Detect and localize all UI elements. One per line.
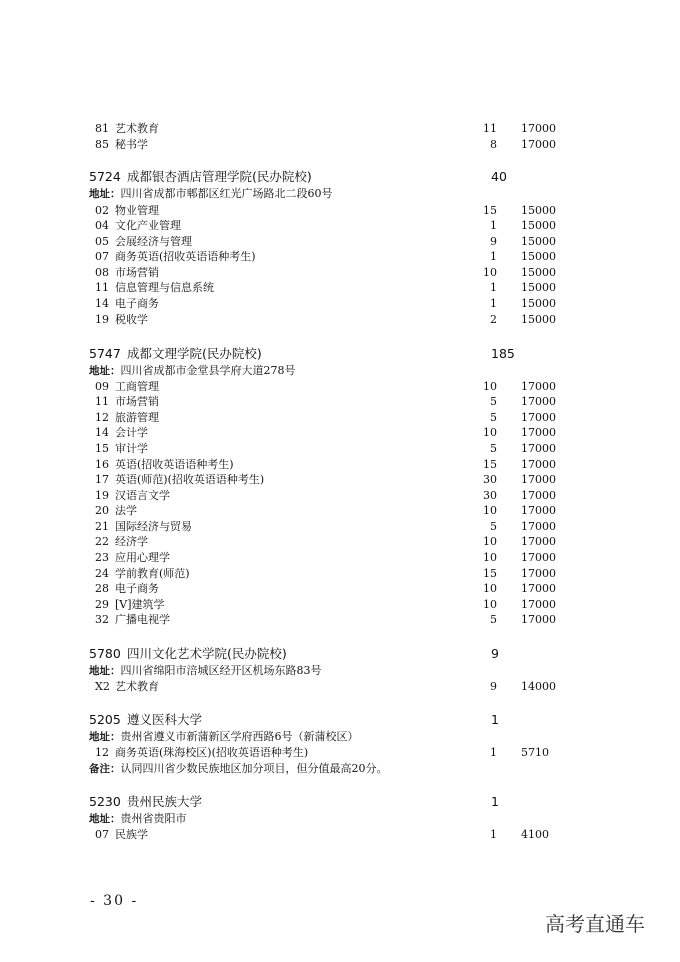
major-count: 11: [483, 122, 497, 135]
major-code: 24: [95, 567, 109, 580]
major-fee: 15000: [521, 297, 556, 310]
major-fee: 17000: [521, 520, 556, 533]
address-label: 地址：: [89, 813, 121, 825]
major-fee: 17000: [521, 138, 556, 151]
major-count: 5: [490, 395, 497, 408]
address-text: 贵州省贵阳市: [120, 812, 187, 825]
address-label: 地址：: [89, 731, 121, 743]
institution-header: [89, 645, 565, 663]
major-name: 学前教育(师范): [115, 567, 190, 580]
major-row: [89, 280, 565, 295]
major-fee: 15000: [521, 281, 556, 294]
institution-name: 成都文理学院(民办院校): [127, 346, 262, 361]
watermark-text: 高考直通车: [545, 912, 645, 936]
major-fee: 17000: [521, 442, 556, 455]
major-code: 02: [95, 204, 109, 217]
major-name: 会计学: [115, 426, 148, 439]
major-count: 10: [483, 266, 497, 279]
major-code: 20: [95, 504, 109, 517]
major-code: 07: [95, 250, 109, 263]
major-name: 国际经济与贸易: [115, 520, 192, 533]
major-name: 市场营销: [115, 266, 159, 279]
major-name: 艺术教育: [115, 122, 159, 135]
major-count: 10: [483, 582, 497, 595]
major-count: 15: [483, 458, 497, 471]
major-fee: 15000: [521, 266, 556, 279]
major-count: 30: [483, 473, 497, 486]
major-fee: 4100: [521, 828, 549, 841]
major-fee: 15000: [521, 313, 556, 326]
major-name: 秘书学: [115, 138, 148, 151]
major-name: 英语(师范)(招收英语语种考生): [115, 473, 265, 486]
major-code: 04: [95, 219, 109, 232]
major-count: 10: [483, 504, 497, 517]
institution-total: 9: [491, 646, 499, 661]
major-count: 5: [490, 442, 497, 455]
major-row: [89, 827, 565, 842]
major-row: [89, 472, 565, 487]
major-row: [89, 234, 565, 249]
institution-name: 贵州民族大学: [127, 794, 203, 809]
major-name: 汉语言文学: [115, 489, 170, 502]
institution-name: 遵义医科大学: [127, 712, 203, 727]
major-code: 22: [95, 535, 109, 548]
major-fee: 17000: [521, 458, 556, 471]
major-row: [89, 679, 565, 694]
major-code: 17: [95, 473, 109, 486]
major-code: 15: [95, 442, 109, 455]
major-fee: 17000: [521, 395, 556, 408]
major-name: 审计学: [115, 442, 148, 455]
major-count: 9: [490, 235, 497, 248]
major-row: [89, 296, 565, 311]
major-code: 05: [95, 235, 109, 248]
major-fee: 17000: [521, 535, 556, 548]
institution-code: 5747: [89, 346, 121, 361]
institution-total: 185: [491, 346, 515, 361]
major-code: 16: [95, 458, 109, 471]
major-fee: 5710: [521, 746, 549, 759]
major-name: 会展经济与管理: [115, 235, 192, 248]
address-text: 四川省绵阳市涪城区经开区机场东路83号: [120, 664, 322, 677]
major-code: 11: [95, 395, 109, 408]
major-name: 商务英语(招收英语语种考生): [115, 250, 256, 263]
institution-header: [89, 793, 565, 811]
note-label: 备注：: [89, 763, 121, 775]
major-name: 税收学: [115, 313, 148, 326]
major-code: 14: [95, 426, 109, 439]
major-row: [89, 218, 565, 233]
major-code: 32: [95, 613, 109, 626]
institution-address: [89, 663, 565, 678]
major-row: [89, 612, 565, 627]
major-row: [89, 394, 565, 409]
major-name: 电子商务: [115, 297, 159, 310]
institution-header: [89, 168, 565, 186]
major-count: 1: [490, 250, 497, 263]
major-count: 1: [490, 297, 497, 310]
address-label: 地址：: [89, 365, 121, 377]
major-code: 12: [95, 411, 109, 424]
major-fee: 17000: [521, 598, 556, 611]
major-row: [89, 121, 565, 136]
institution-address: [89, 729, 565, 744]
major-name: 市场营销: [115, 395, 159, 408]
major-row: [89, 265, 565, 280]
institution-code: 5205: [89, 712, 121, 727]
institution-note: [89, 761, 565, 776]
address-text: 四川省成都市金堂县学府大道278号: [120, 364, 296, 377]
major-fee: 17000: [521, 473, 556, 486]
major-name: 法学: [115, 504, 137, 517]
major-code: 14: [95, 297, 109, 310]
major-count: 8: [490, 138, 497, 151]
major-fee: 15000: [521, 219, 556, 232]
major-name: 经济学: [115, 535, 148, 548]
major-fee: 17000: [521, 504, 556, 517]
major-count: 5: [490, 520, 497, 533]
address-text: 贵州省遵义市新蒲新区学府西路6号（新蒲校区）: [120, 730, 359, 743]
major-fee: 17000: [521, 122, 556, 135]
major-count: 10: [483, 380, 497, 393]
institution-code: 5724: [89, 169, 121, 184]
institution-header: [89, 711, 565, 729]
major-fee: 15000: [521, 204, 556, 217]
institution-header: [89, 345, 565, 363]
major-name: 艺术教育: [115, 680, 159, 693]
major-row: [89, 249, 565, 264]
major-fee: 14000: [521, 680, 556, 693]
institution-code: 5780: [89, 646, 121, 661]
major-name: 电子商务: [115, 582, 159, 595]
institution-address: [89, 363, 565, 378]
major-code: 12: [95, 746, 109, 759]
major-code: X2: [95, 680, 110, 693]
major-code: 21: [95, 520, 109, 533]
major-count: 10: [483, 426, 497, 439]
institution-name: 四川文化艺术学院(民办院校): [127, 646, 287, 661]
major-code: 09: [95, 380, 109, 393]
major-row: [89, 534, 565, 549]
major-fee: 17000: [521, 411, 556, 424]
major-code: 81: [95, 122, 109, 135]
major-row: [89, 581, 565, 596]
major-count: 10: [483, 551, 497, 564]
major-fee: 17000: [521, 582, 556, 595]
major-code: 19: [95, 313, 109, 326]
major-fee: 17000: [521, 380, 556, 393]
major-name: 物业管理: [115, 204, 159, 217]
major-row: [89, 745, 565, 760]
major-count: 1: [490, 746, 497, 759]
major-name: [V]建筑学: [115, 598, 165, 611]
institution-name: 成都银杏酒店管理学院(民办院校): [127, 169, 312, 184]
major-count: 10: [483, 598, 497, 611]
major-row: [89, 203, 565, 218]
major-count: 1: [490, 828, 497, 841]
major-count: 15: [483, 567, 497, 580]
major-fee: 17000: [521, 567, 556, 580]
major-code: 19: [95, 489, 109, 502]
major-name: 商务英语(珠海校区)(招收英语语种考生): [115, 746, 309, 759]
major-fee: 15000: [521, 250, 556, 263]
major-name: 英语(招收英语语种考生): [115, 458, 234, 471]
major-name: 旅游管理: [115, 411, 159, 424]
address-text: 四川省成都市郫都区红光广场路北二段60号: [120, 187, 333, 200]
major-count: 1: [490, 219, 497, 232]
major-row: [89, 312, 565, 327]
note-text: 认同四川省少数民族地区加分项目，但分值最高20分。: [120, 762, 388, 775]
major-code: 28: [95, 582, 109, 595]
institution-address: [89, 811, 565, 826]
major-row: [89, 379, 565, 394]
major-row: [89, 488, 565, 503]
major-row: [89, 441, 565, 456]
institution-code: 5230: [89, 794, 121, 809]
major-row: [89, 519, 565, 534]
institution-total: 1: [491, 794, 499, 809]
major-row: [89, 137, 565, 152]
major-code: 29: [95, 598, 109, 611]
major-code: 08: [95, 266, 109, 279]
major-count: 10: [483, 535, 497, 548]
major-name: 工商管理: [115, 380, 159, 393]
major-row: [89, 425, 565, 440]
major-row: [89, 503, 565, 518]
major-fee: 17000: [521, 613, 556, 626]
major-row: [89, 566, 565, 581]
major-row: [89, 457, 565, 472]
major-count: 1: [490, 281, 497, 294]
major-fee: 17000: [521, 551, 556, 564]
major-count: 30: [483, 489, 497, 502]
major-count: 5: [490, 613, 497, 626]
institution-total: 40: [491, 169, 507, 184]
institution-total: 1: [491, 712, 499, 727]
major-row: [89, 410, 565, 425]
major-row: [89, 550, 565, 565]
major-fee: 17000: [521, 489, 556, 502]
major-code: 07: [95, 828, 109, 841]
major-fee: 17000: [521, 426, 556, 439]
major-row: [89, 597, 565, 612]
page-number: - 30 -: [90, 893, 139, 909]
major-code: 85: [95, 138, 109, 151]
major-name: 信息管理与信息系统: [115, 281, 214, 294]
major-count: 15: [483, 204, 497, 217]
major-fee: 15000: [521, 235, 556, 248]
major-code: 23: [95, 551, 109, 564]
institution-address: [89, 186, 565, 201]
major-code: 11: [95, 281, 109, 294]
major-count: 5: [490, 411, 497, 424]
major-name: 文化产业管理: [115, 219, 181, 232]
major-count: 9: [490, 680, 497, 693]
major-name: 广播电视学: [115, 613, 170, 626]
address-label: 地址：: [89, 188, 121, 200]
major-count: 2: [490, 313, 497, 326]
major-name: 应用心理学: [115, 551, 170, 564]
address-label: 地址：: [89, 665, 121, 677]
major-name: 民族学: [115, 828, 148, 841]
